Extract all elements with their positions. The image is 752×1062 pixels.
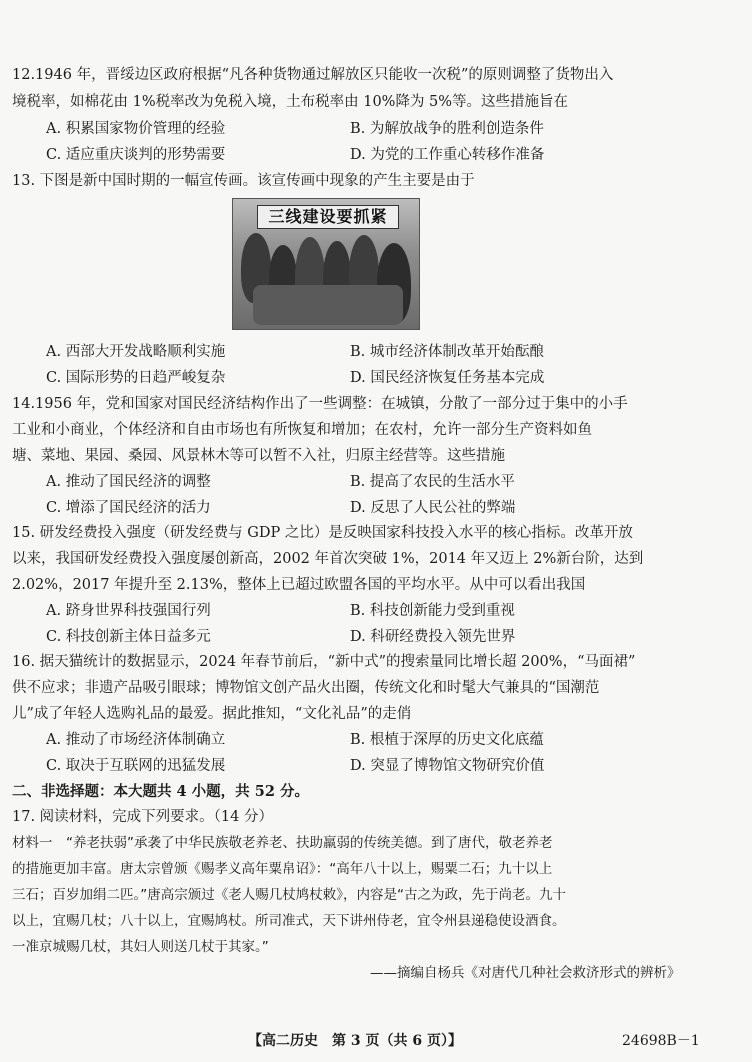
q12-stem-line1: 12.1946 年，晋绥边区政府根据“凡各种货物通过解放区只能收一次税”的原则调整了货物出入 bbox=[12, 67, 614, 83]
section-heading: 二、非选择题：本大题共 4 小题，共 52 分。 bbox=[12, 783, 309, 800]
q17-material-line1: 材料一 “养老扶弱”承袭了中华民族敬老养老、扶助羸弱的传统美德。到了唐代，敬老养老 bbox=[12, 835, 553, 851]
q12-stem-line2: 境税率，如棉花由 1%税率改为免税入境，土布税率由 10%降为 5%等。这些措施旨在 bbox=[12, 94, 569, 110]
q13-option-d: D. 国民经济恢复任务基本完成 bbox=[350, 370, 545, 386]
q16-stem-line1: 16. 据天猫统计的数据显示，2024 年春节前后，“新中式”的搜索量同比增长超 200%，“马面裙” bbox=[12, 654, 636, 670]
q12-option-b: B. 为解放战争的胜利创造条件 bbox=[350, 121, 544, 137]
q12-option-a: A. 积累国家物价管理的经验 bbox=[46, 121, 226, 137]
q15-option-d: D. 科研经费投入领先世界 bbox=[350, 629, 516, 645]
q17-stem: 17. 阅读材料，完成下列要求。（14 分） bbox=[12, 809, 273, 825]
q17-material-line4: 以上，宜赐几杖；八十以上，宜赐鸠杖。所司准式，天下讲州侍老，宜令州县递稳使设酒食。 bbox=[12, 913, 566, 929]
q13-option-a: A. 西部大开发战略顺利实施 bbox=[46, 344, 226, 360]
q16-stem-line3: 儿”成了年轻人选购礼品的最爱。据此推知，“文化礼品”的走俏 bbox=[12, 706, 412, 722]
propaganda-banner: 三线建设要抓紧 bbox=[257, 205, 399, 229]
footer-code: 24698B－1 bbox=[622, 1033, 700, 1049]
q13-option-b: B. 城市经济体制改革开始酝酿 bbox=[350, 344, 544, 360]
q13-option-c: C. 国际形势的日趋严峻复杂 bbox=[46, 370, 226, 386]
footer-page-title: 【高二历史 第 3 页（共 6 页）】 bbox=[248, 1033, 462, 1049]
q17-material-line5: 一准京城赐几杖，其妇人则送几杖于其家。” bbox=[12, 939, 269, 955]
q14-option-c: C. 增添了国民经济的活力 bbox=[46, 500, 211, 516]
q16-stem-line2: 供不应求；非遗产品吸引眼球；博物馆文创产品火出圈，传统文化和时髦大气兼具的“国潮范 bbox=[12, 680, 600, 696]
propaganda-photo bbox=[232, 198, 420, 330]
q16-option-a: A. 推动了市场经济体制确立 bbox=[46, 732, 226, 748]
q15-option-a: A. 跻身世界科技强国行列 bbox=[46, 603, 211, 619]
q14-stem-line1: 14.1956 年，党和国家对国民经济结构作出了一些调整：在城镇，分散了一部分过于集中的小手 bbox=[12, 396, 628, 412]
q14-stem-line3: 塘、菜地、果园、桑园、风景林木等可以暂不入社，归原主经营等。这些措施 bbox=[12, 448, 505, 464]
q16-option-b: B. 根植于深厚的历史文化底蕴 bbox=[350, 732, 544, 748]
q15-option-c: C. 科技创新主体日益多元 bbox=[46, 629, 211, 645]
q14-stem-line2: 工业和小商业，个体经济和自由市场也有所恢复和增加；在农村，允许一部分生产资料如鱼 bbox=[12, 422, 592, 438]
q14-option-a: A. 推动了国民经济的调整 bbox=[46, 474, 211, 490]
q15-option-b: B. 科技创新能力受到重视 bbox=[350, 603, 515, 619]
q16-option-d: D. 突显了博物馆文物研究价值 bbox=[350, 758, 545, 774]
q12-option-d: D. 为党的工作重心转移作准备 bbox=[350, 147, 545, 163]
q15-stem-line3: 2.02%，2017 年提升至 2.13%，整体上已超过欧盟各国的平均水平。从中可以看出我国 bbox=[12, 577, 586, 593]
q17-material-line2: 的措施更加丰富。唐太宗曾颁《赐孝义高年粟帛诏》：“高年八十以上，赐粟二石；九十以上 bbox=[12, 861, 553, 877]
q17-material-line3: 三石；百岁加绢二匹。”唐高宗颁过《老人赐几杖鸠杖敕》，内容是“古之为政，先于尚老。九十 bbox=[12, 887, 566, 903]
q14-option-d: D. 反思了人民公社的弊端 bbox=[350, 500, 516, 516]
q15-stem-line1: 15. 研发经费投入强度（研发经费与 GDP 之比）是反映国家科技投入水平的核心指标。改革开放 bbox=[12, 525, 633, 541]
q17-source-citation: ——摘编自杨兵《对唐代几种社会救济形式的辨析》 bbox=[370, 965, 681, 981]
q15-stem-line2: 以来，我国研发经费投入强度屡创新高，2002 年首次突破 1%，2014 年又迈上 2%新台阶，达到 bbox=[12, 551, 644, 567]
q14-option-b: B. 提高了农民的生活水平 bbox=[350, 474, 515, 490]
foreground-group bbox=[253, 285, 403, 325]
q13-stem: 13. 下图是新中国时期的一幅宣传画。该宣传画中现象的产生主要是由于 bbox=[12, 173, 475, 189]
q12-option-c: C. 适应重庆谈判的形势需要 bbox=[46, 147, 226, 163]
q16-option-c: C. 取决于互联网的迅猛发展 bbox=[46, 758, 226, 774]
